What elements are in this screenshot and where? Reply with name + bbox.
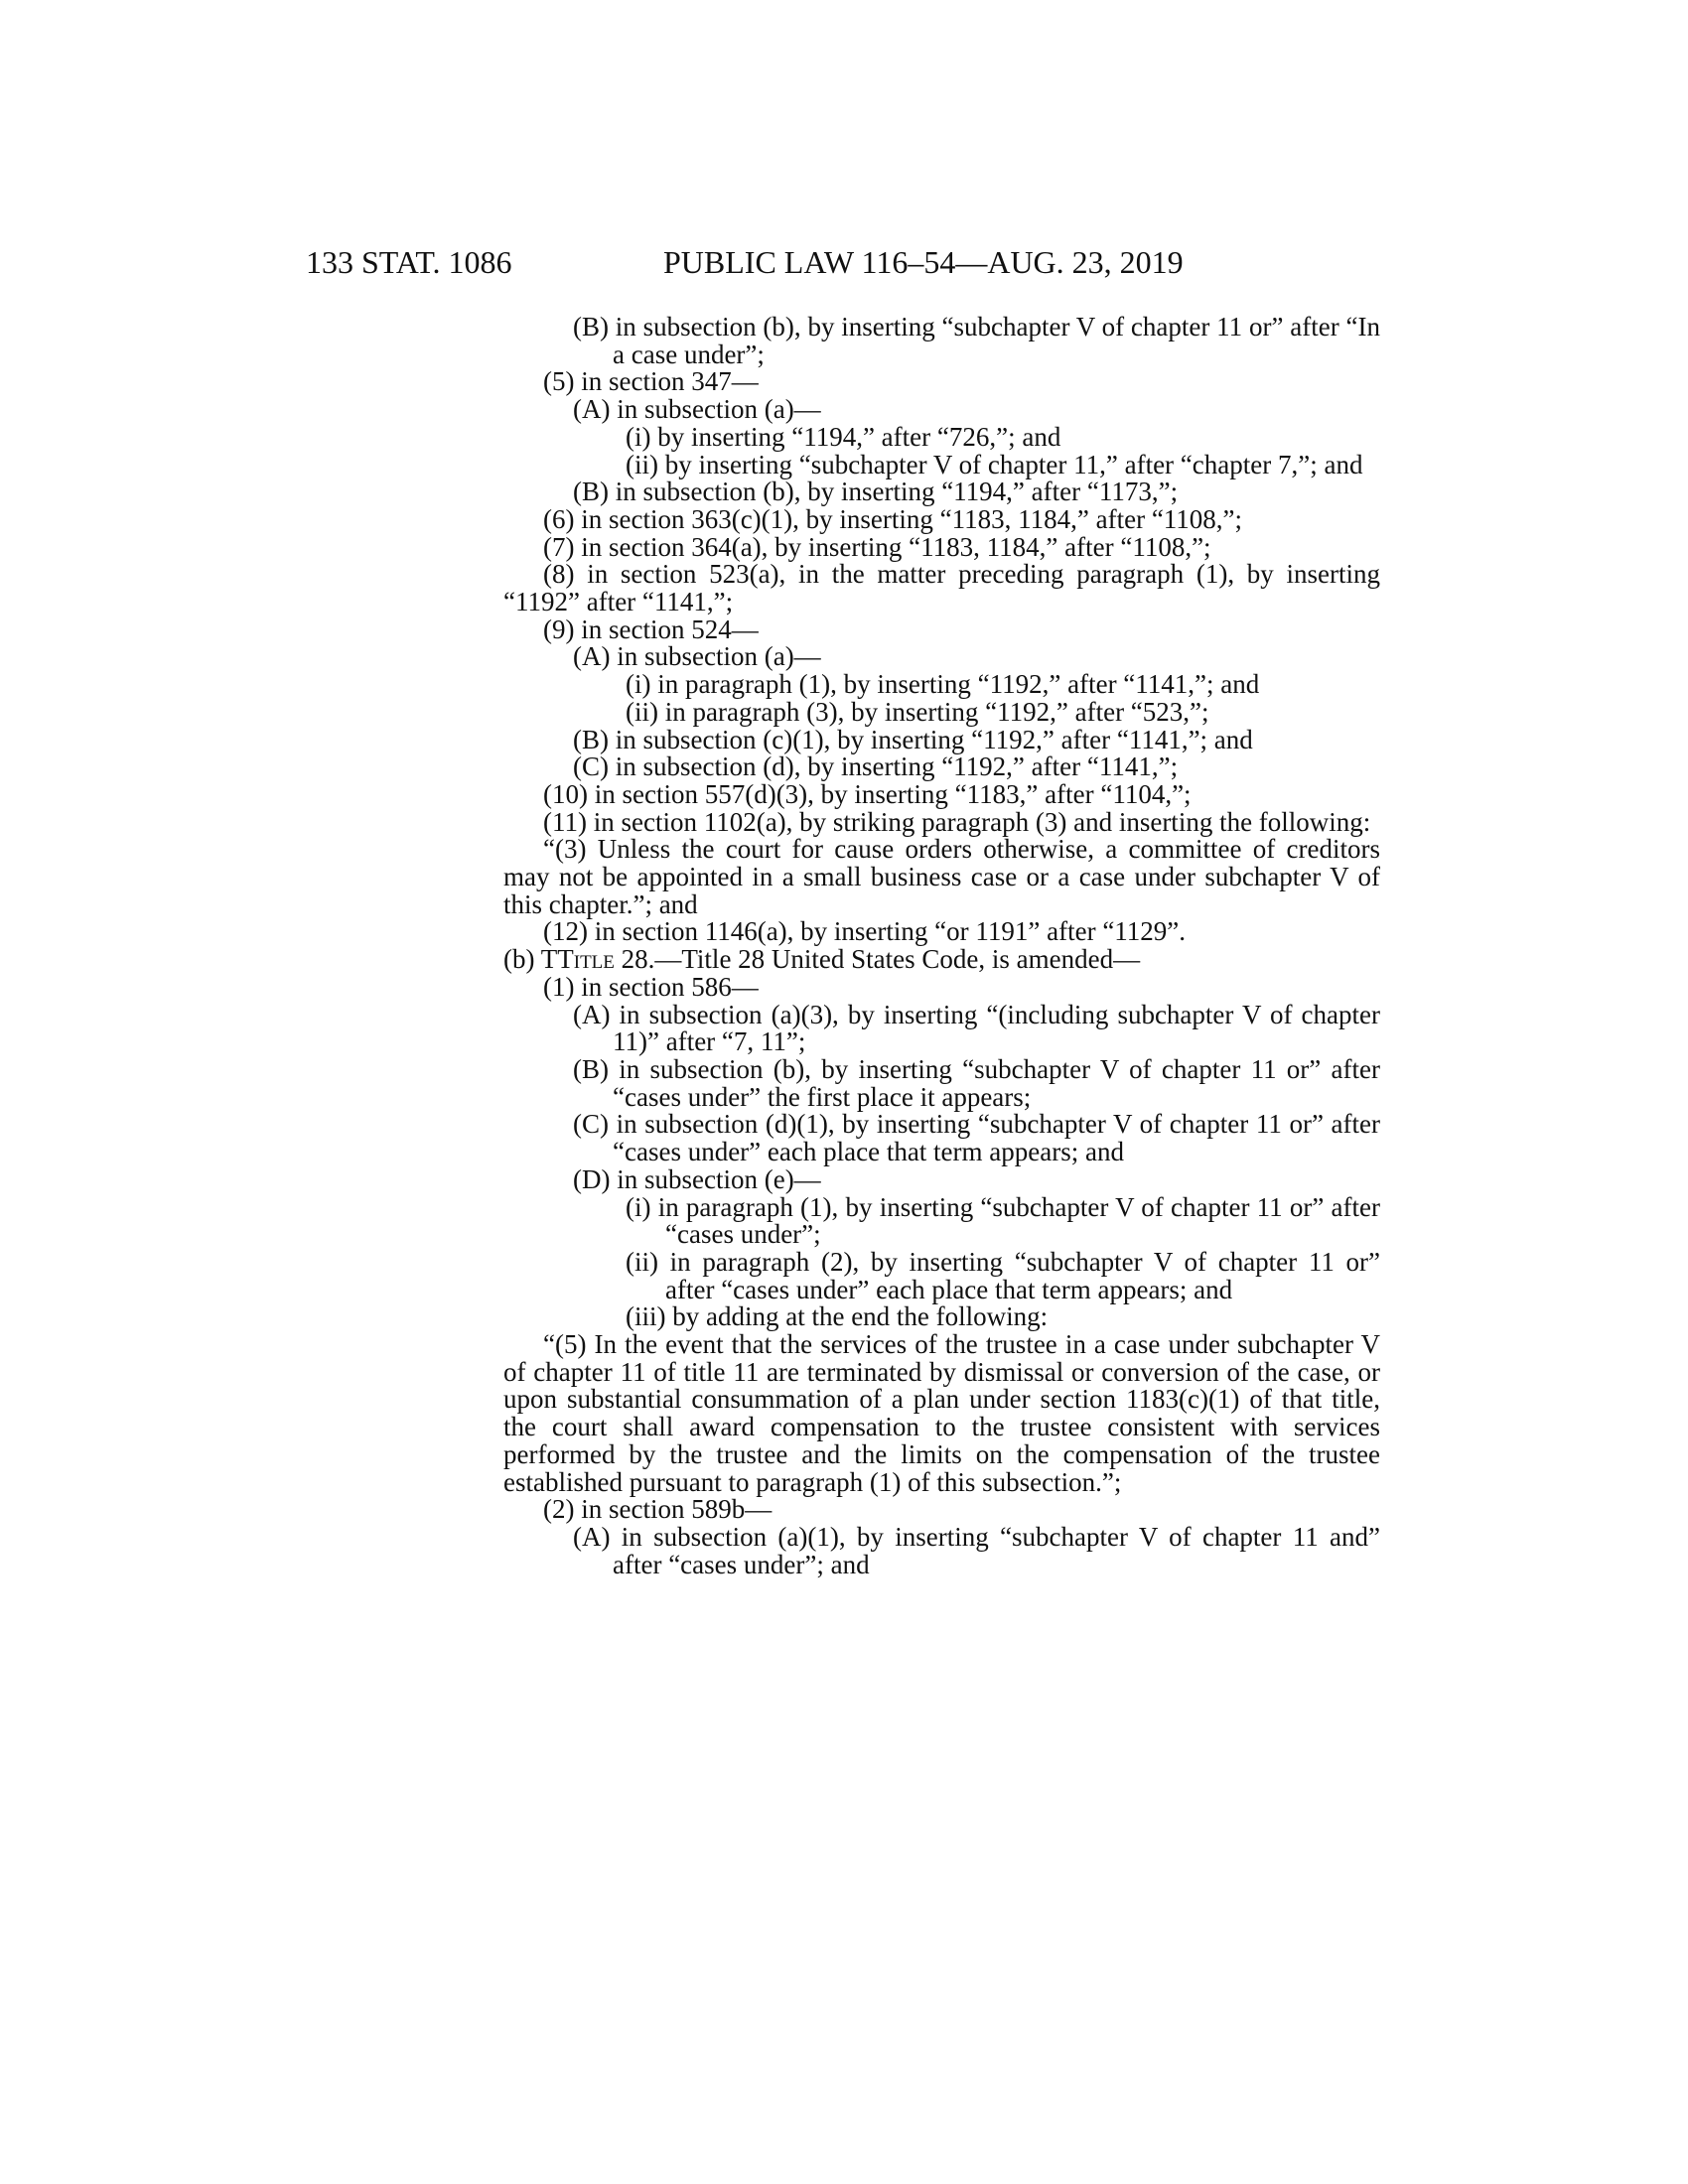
paragraph: (A) in subsection (a)— <box>573 394 821 425</box>
page-header <box>0 244 1688 284</box>
paragraph: (12) in section 1146(a), by inserting “or 1191” after “1129”. <box>543 916 1187 947</box>
statute-page-number: 133 STAT. 1086 <box>306 244 512 280</box>
paragraph: (C) in subsection (d)(1), by inserting “subchapter V of chapter 11 or” after “cases under” each place that term appears; and <box>573 1109 1380 1167</box>
paragraph: (11) in section 1102(a), by striking paragraph (3) and inserting the following: <box>543 806 1371 837</box>
paragraph: (A) in subsection (a)— <box>573 641 821 672</box>
paragraph: (B) in subsection (c)(1), by inserting “1192,” after “1141,”; and <box>573 724 1253 754</box>
subsection-heading: (b) TTitle 28.—Title 28 United States Code, is amended— <box>503 944 1141 975</box>
paragraph: (1) in section 586— <box>543 971 759 1002</box>
paragraph: (8) in section 523(a), in the matter preceding paragraph (1), by inserting “1192” after “1141,”; <box>503 559 1380 617</box>
public-law-title: PUBLIC LAW 116–54—AUG. 23, 2019 <box>663 244 1184 280</box>
paragraph: (B) in subsection (b), by inserting “subchapter V of chapter 11 or” after “In a case under”; <box>573 312 1380 369</box>
paragraph: (B) in subsection (b), by inserting “1194,” after “1173,”; <box>573 477 1179 507</box>
paragraph: (ii) by inserting “subchapter V of chapter 11,” after “chapter 7,”; and <box>626 449 1363 479</box>
paragraph: (D) in subsection (e)— <box>573 1163 821 1194</box>
paragraph: (2) in section 589b— <box>543 1494 773 1525</box>
paragraph: (ii) in paragraph (3), by inserting “1192,” after “523,”; <box>626 696 1209 727</box>
paragraph: (A) in subsection (a)(3), by inserting “(including subchapter V of chapter 11)” after “7, 11”; <box>573 999 1380 1057</box>
document-body <box>503 314 1380 1578</box>
quoted-paragraph: “(3) Unless the court for cause orders otherwise, a committee of creditors may not be appointed in a small business case or a case under subchapter V of this chapter.”; and <box>503 834 1380 919</box>
paragraph: (9) in section 524— <box>543 614 759 644</box>
paragraph: (7) in section 364(a), by inserting “1183, 1184,” after “1108,”; <box>543 531 1211 562</box>
paragraph: (5) in section 347— <box>543 366 759 397</box>
paragraph: (B) in subsection (b), by inserting “subchapter V of chapter 11 or” after “cases under” the first place it appears; <box>573 1053 1380 1112</box>
paragraph: (C) in subsection (d), by inserting “1192,” after “1141,”; <box>573 751 1179 782</box>
paragraph: (i) in paragraph (1), by inserting “subchapter V of chapter 11 or” after “cases under”; <box>626 1191 1380 1250</box>
quoted-paragraph: “(5) In the event that the services of the trustee in a case under subchapter V of chapter 11 of title 11 are terminated by dismissal or conversion of the case, or upon substantial consummation of a plan under section 1183(c)(1) of that title, the court shall award compensation to the trustee consistent with services performed by the trustee and the limits on the compensation of the trustee established pursuant to paragraph (1) of this subsection.”; <box>503 1329 1380 1497</box>
paragraph: (i) by inserting “1194,” after “726,”; and <box>626 421 1061 452</box>
paragraph: (iii) by adding at the end the following: <box>626 1301 1049 1332</box>
paragraph: (ii) in paragraph (2), by inserting “subchapter V of chapter 11 or” after “cases under” each place that term appears; and <box>626 1246 1380 1304</box>
paragraph: (i) in paragraph (1), by inserting “1192,” after “1141,”; and <box>626 669 1260 700</box>
paragraph: (6) in section 363(c)(1), by inserting “1183, 1184,” after “1108,”; <box>543 503 1243 534</box>
paragraph: (10) in section 557(d)(3), by inserting “1183,” after “1104,”; <box>543 778 1192 809</box>
paragraph: (A) in subsection (a)(1), by inserting “subchapter V of chapter 11 and” after “cases under”; and <box>573 1521 1380 1579</box>
